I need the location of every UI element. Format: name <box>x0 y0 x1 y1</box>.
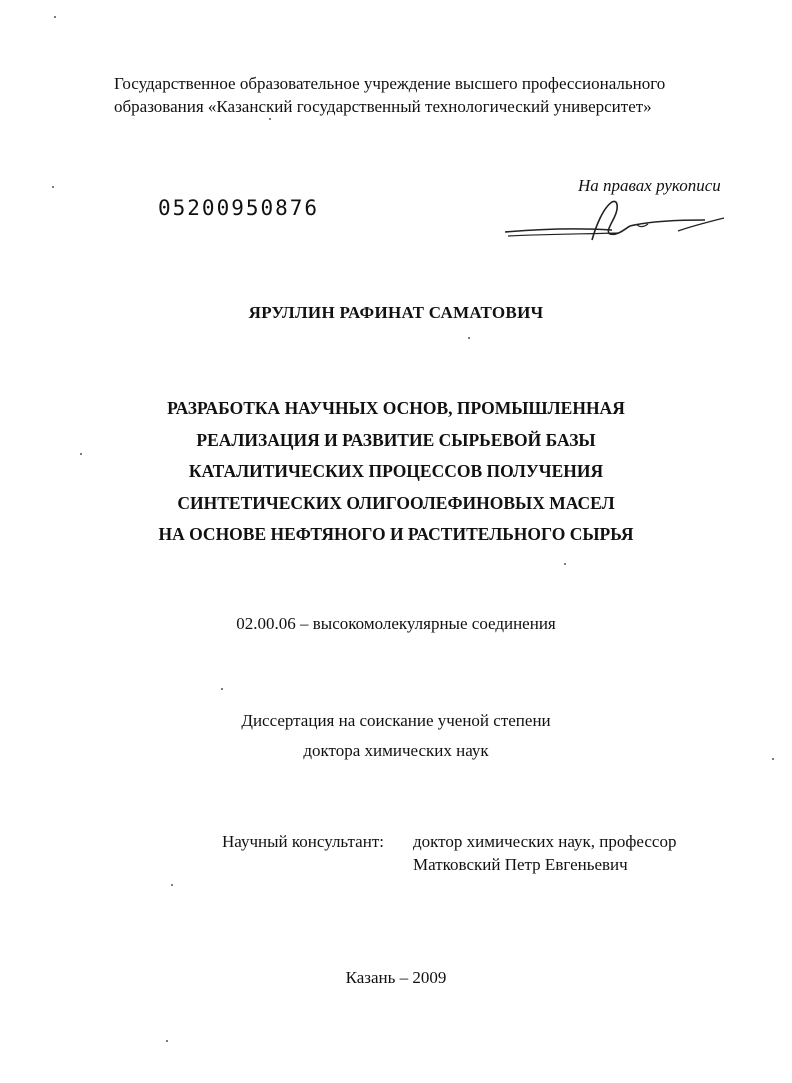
scan-speck <box>52 186 54 188</box>
title-line: РЕАЛИЗАЦИЯ И РАЗВИТИЕ СЫРЬЕВОЙ БАЗЫ <box>196 429 596 450</box>
city-year: Казань – 2009 <box>345 968 447 987</box>
author-name: ЯРУЛЛИН РАФИНАТ САМАТОВИЧ <box>248 303 544 322</box>
signature-image <box>500 196 730 246</box>
consultant-degree: доктор химических наук, профессор <box>413 832 677 851</box>
title-line: НА ОСНОВЕ НЕФТЯНОГО И РАСТИТЕЛЬНОГО СЫРЬЯ <box>158 524 634 544</box>
scan-speck <box>54 16 56 18</box>
scan-speck <box>166 1040 168 1042</box>
title-line: СИНТЕТИЧЕСКИХ ОЛИГООЛЕФИНОВЫХ МАСЕЛ <box>177 492 615 513</box>
scan-speck <box>221 688 223 690</box>
institution-line-1: Государственное образовательное учреждение высшего профессионального <box>114 74 666 93</box>
manuscript-note: На правах рукописи <box>578 176 721 195</box>
consultant-label: Научный консультант: <box>222 832 384 851</box>
scan-speck <box>269 118 271 120</box>
dissertation-title <box>0 393 792 551</box>
degree-line-2: доктора химических наук <box>303 741 489 760</box>
scan-speck <box>564 563 566 565</box>
title-line: РАЗРАБОТКА НАУЧНЫХ ОСНОВ, ПРОМЫШЛЕННАЯ <box>167 398 625 418</box>
document-number: 05200950876 <box>158 196 320 220</box>
scan-speck <box>80 453 82 455</box>
title-line: КАТАЛИТИЧЕСКИХ ПРОЦЕССОВ ПОЛУЧЕНИЯ <box>188 461 604 481</box>
institution-header <box>114 72 754 118</box>
degree-line-1: Диссертация на соискание ученой степени <box>241 711 551 730</box>
degree-statement <box>0 706 792 766</box>
scan-speck <box>772 758 774 760</box>
consultant-name: Матковский Петр Евгеньевич <box>413 855 628 874</box>
scan-speck <box>468 337 470 339</box>
specialty-code: 02.00.06 – высокомолекулярные соединения <box>236 614 556 633</box>
scan-speck <box>171 884 173 886</box>
institution-line-2: образования «Казанский государственный технологический университет» <box>114 97 652 116</box>
